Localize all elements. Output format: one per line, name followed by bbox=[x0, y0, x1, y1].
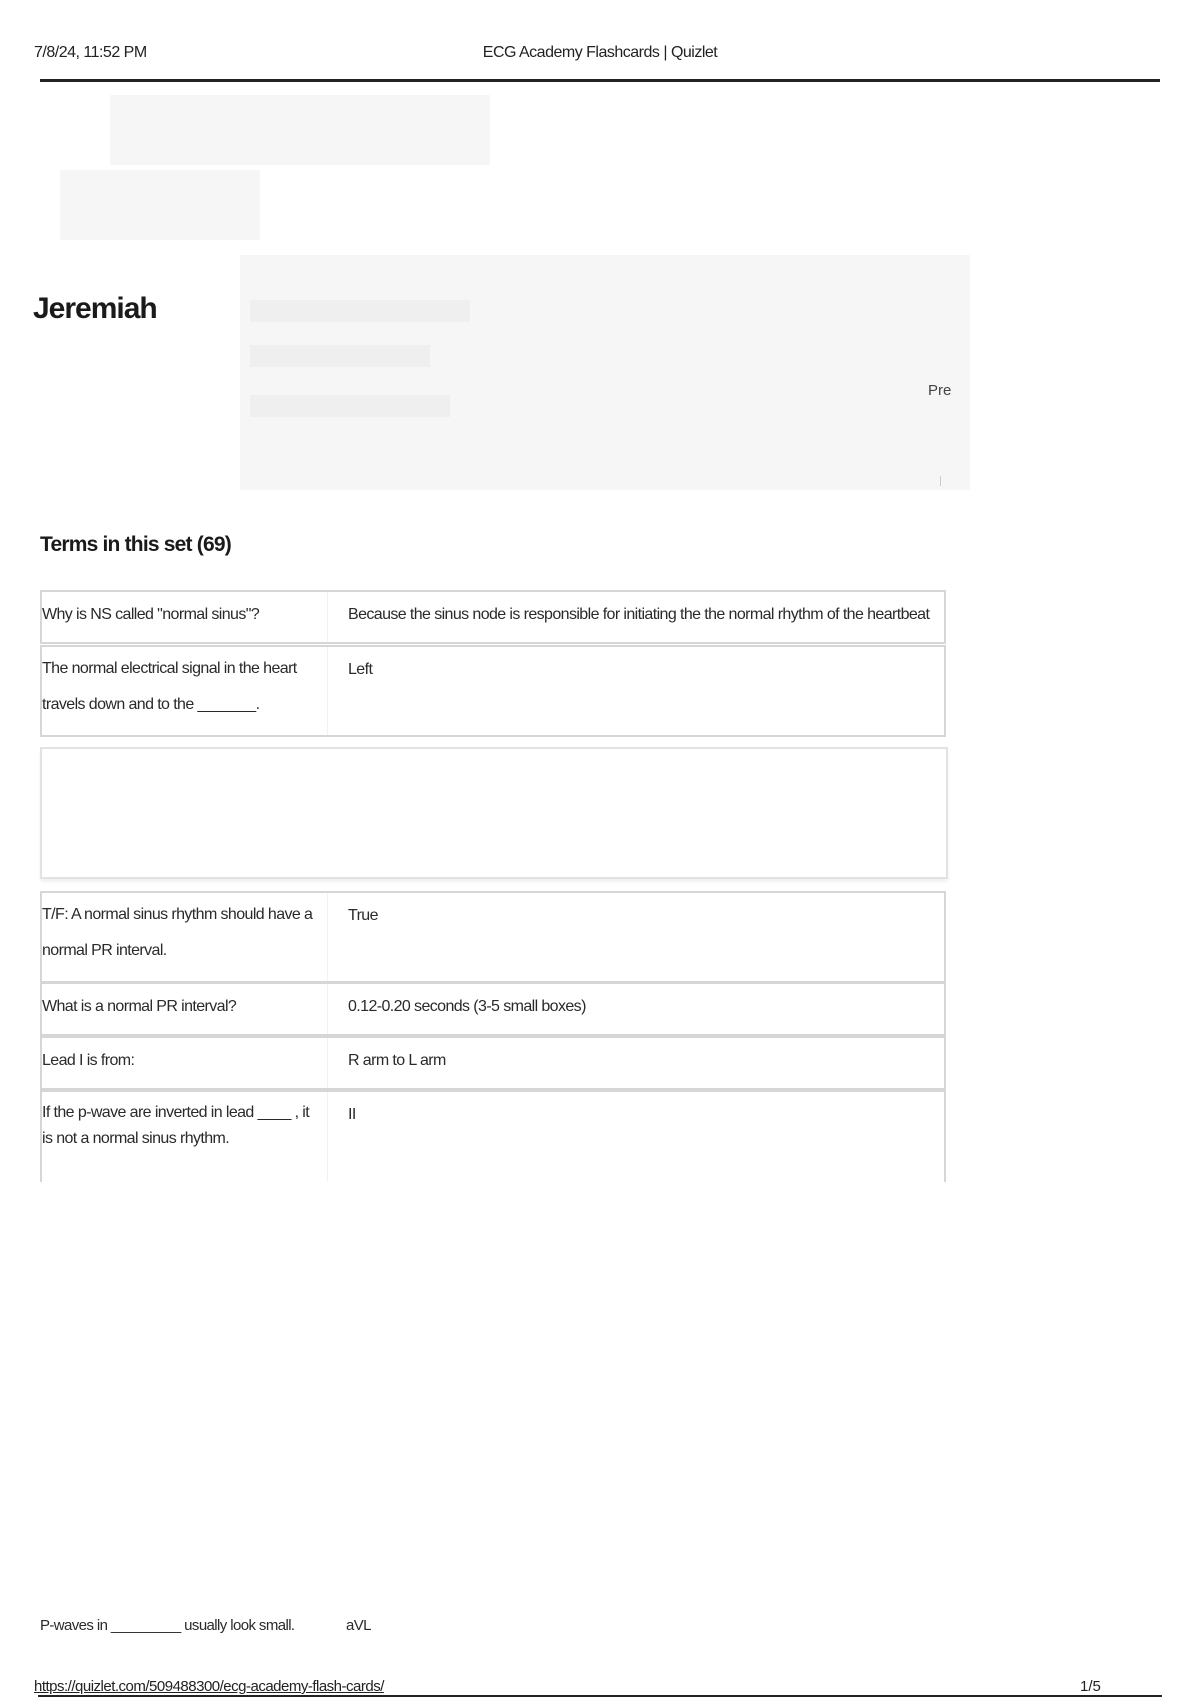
column-divider bbox=[327, 592, 328, 642]
background-artifact bbox=[250, 345, 430, 367]
term-text: If the p-wave are inverted in lead ____ , it is not a normal sinus rhythm. bbox=[42, 1104, 310, 1147]
term-row bbox=[40, 1090, 946, 1182]
background-artifact bbox=[60, 170, 260, 240]
term-text: P-waves in _________ usually look small. bbox=[40, 1617, 295, 1634]
print-date-time: 7/8/24, 11:52 PM bbox=[34, 44, 147, 61]
scroll-tick bbox=[940, 476, 941, 486]
term-row bbox=[40, 891, 946, 983]
background-artifact bbox=[240, 255, 970, 490]
print-page-title: ECG Academy Flashcards | Quizlet bbox=[482, 44, 718, 61]
definition-text: R arm to L arm bbox=[348, 1052, 446, 1069]
term-image-placeholder bbox=[40, 747, 948, 879]
column-divider bbox=[327, 647, 328, 735]
background-artifact bbox=[110, 95, 490, 165]
term-row bbox=[40, 590, 946, 644]
print-page-number: 1/5 bbox=[1080, 1678, 1101, 1695]
column-divider bbox=[327, 984, 328, 1034]
definition-text: Because the sinus node is responsible for initiating the the normal rhythm of the heartbeat bbox=[348, 606, 930, 623]
term-text: T/F: A normal sinus rhythm should have a normal PR interval. bbox=[42, 906, 313, 959]
term-text: The normal electrical signal in the heart travels down and to the _______. bbox=[42, 660, 297, 713]
background-artifact bbox=[250, 300, 470, 322]
term-text: What is a normal PR interval? bbox=[42, 998, 237, 1015]
definition-text: Left bbox=[348, 661, 373, 678]
term-text: Lead I is from: bbox=[42, 1052, 135, 1069]
column-divider bbox=[327, 1038, 328, 1088]
column-divider bbox=[327, 893, 328, 981]
term-row bbox=[40, 1036, 946, 1090]
header-divider bbox=[40, 79, 1160, 82]
definition-text: II bbox=[348, 1106, 356, 1123]
footer-divider bbox=[38, 1695, 1162, 1697]
definition-text: aVL bbox=[346, 1617, 371, 1634]
term-text: Why is NS called "normal sinus"? bbox=[42, 606, 260, 623]
term-row bbox=[40, 982, 946, 1036]
creator-username[interactable]: Jeremiah bbox=[33, 292, 157, 325]
print-source-url[interactable]: https://quizlet.com/509488300/ecg-academy-flash-cards/ bbox=[34, 1678, 384, 1695]
background-artifact bbox=[250, 395, 450, 417]
definition-text: True bbox=[348, 907, 378, 924]
definition-text: 0.12-0.20 seconds (3-5 small boxes) bbox=[348, 998, 586, 1015]
terms-heading: Terms in this set (69) bbox=[40, 533, 231, 556]
term-row bbox=[40, 645, 946, 737]
term-row bbox=[40, 1614, 946, 1644]
column-divider bbox=[327, 1092, 328, 1182]
preview-label: Pre bbox=[928, 382, 952, 399]
